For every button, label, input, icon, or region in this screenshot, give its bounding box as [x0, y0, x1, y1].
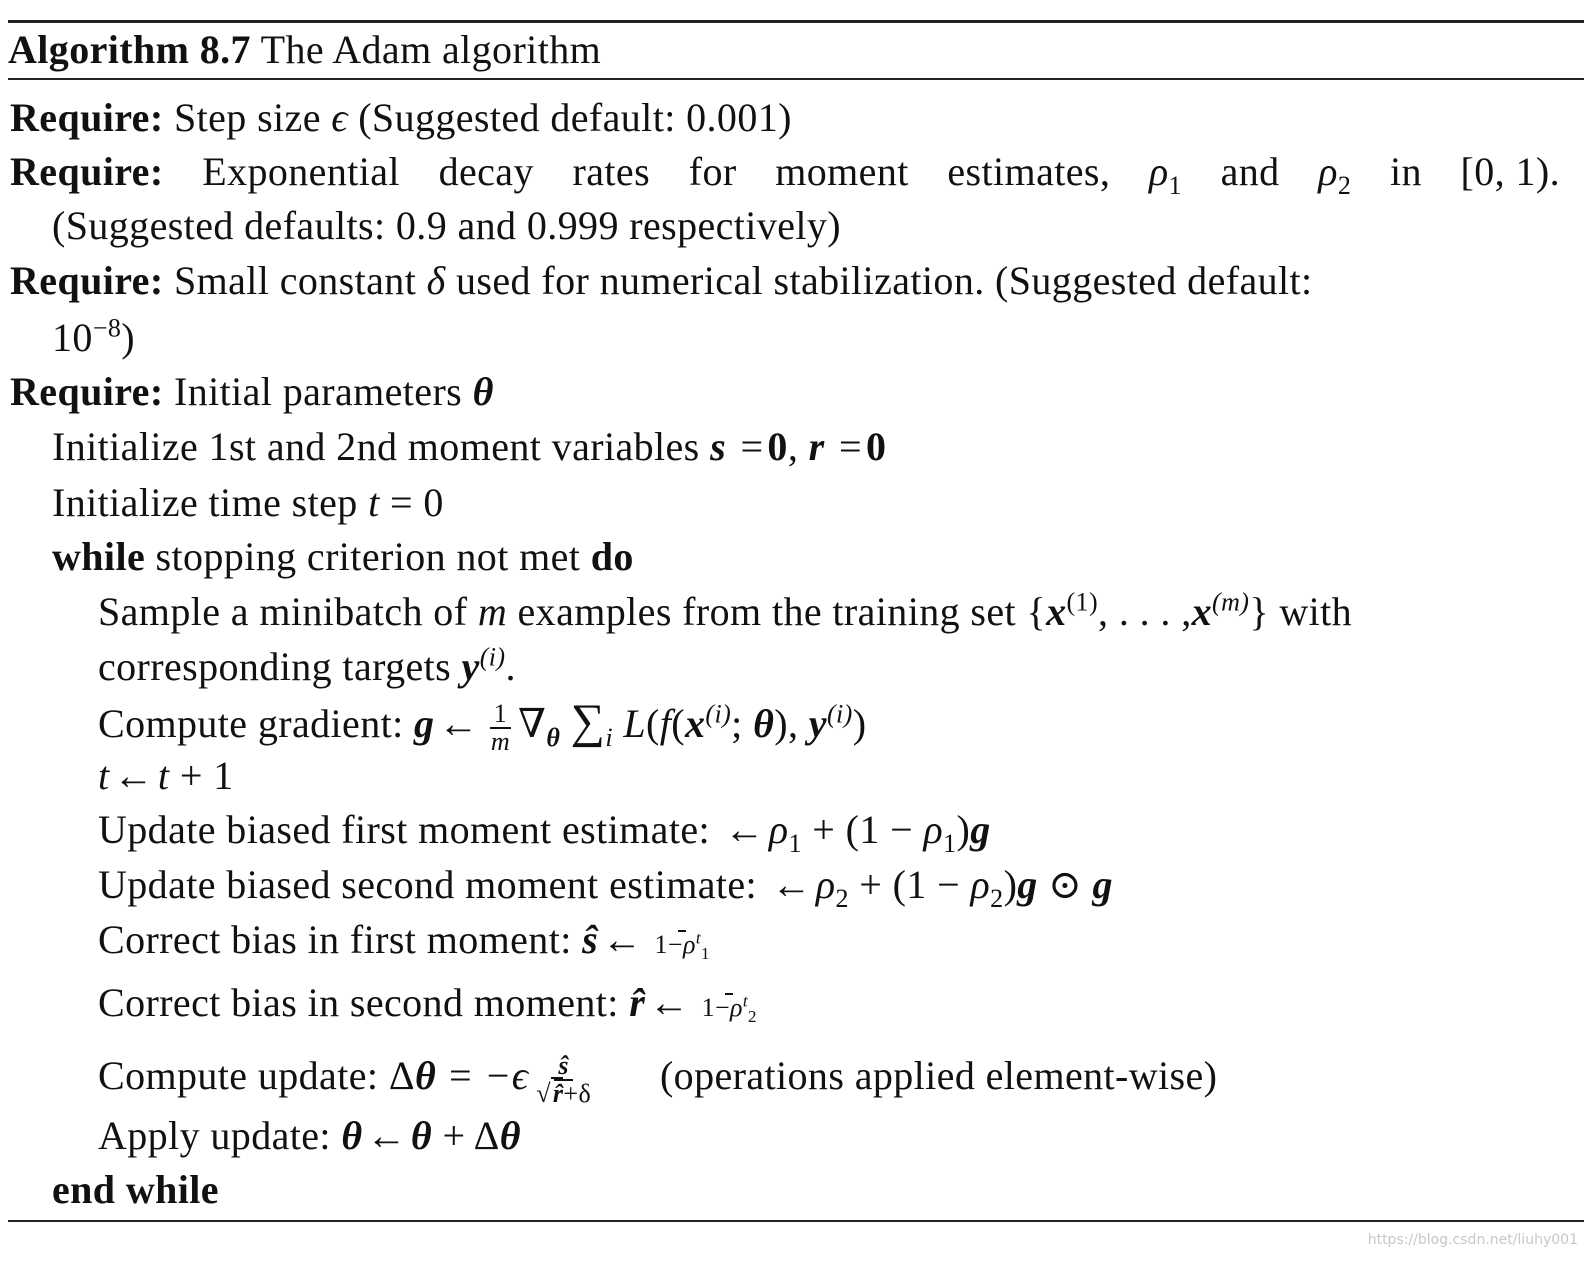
apply-update-line: [98, 1110, 521, 1162]
correct-first-text: Correct bias in first moment:: [98, 917, 572, 962]
end-while-line: [52, 1164, 219, 1216]
first-moment-line: [98, 804, 991, 856]
delta-symbol: δ: [426, 258, 446, 303]
decay-word: decay: [438, 149, 534, 194]
correct-first-line: [98, 914, 718, 966]
decay-word: for: [688, 149, 737, 194]
decay-word: rates: [572, 149, 651, 194]
params-text: Initial parameters: [173, 369, 463, 414]
gradient-expr: g ← $\frac{1}{m}$ $\nabla_\theta$ $\sum_i$ $L(f(x^{(i)}$; θ), $y^{(i)}$): [414, 695, 867, 756]
y-symbol: y: [461, 644, 480, 689]
watermark: https://blog.csdn.net/liuhy001: [1367, 1232, 1578, 1248]
sample-text: examples from the training set: [517, 589, 1017, 634]
second-moment-text: Update biased second moment estimate:: [98, 862, 758, 907]
r-symbol: r: [808, 424, 825, 469]
first-moment-expr: ← $\rho_1 + (1 - \rho_1)g$: [724, 807, 991, 858]
sample-text: with: [1279, 589, 1353, 634]
constant-text: used for numerical stabilization. (Suggested default:: [456, 258, 1313, 303]
apply-update-text: Apply update:: [98, 1113, 331, 1158]
step-size-default: (Suggested default: 0.001): [358, 95, 792, 140]
constant-exponent: −8: [92, 313, 122, 343]
time-increment-line: [98, 750, 234, 802]
i-superscript: (i): [479, 642, 506, 672]
require-step-size: [10, 92, 792, 144]
correct-second-line: [98, 977, 765, 1029]
epsilon-symbol: ϵ: [331, 95, 348, 140]
top-rule: [8, 20, 1584, 23]
targets-text: corresponding targets: [98, 644, 452, 689]
zero-vector: 0: [865, 424, 887, 469]
second-moment-expr: ← $\rho_2 + (1 - \rho_2)g$ ⊙ g: [771, 862, 1113, 913]
compute-update-text: Compute update:: [98, 1053, 379, 1098]
step-size-text: Step size: [173, 95, 321, 140]
loop-condition: stopping criterion not met: [155, 534, 581, 579]
m-symbol: m: [477, 589, 508, 634]
while-keyword: while: [52, 534, 146, 579]
init-time-text: Initialize time step: [52, 480, 358, 525]
do-keyword: do: [590, 534, 634, 579]
algorithm-label: Algorithm 8.7: [8, 27, 251, 72]
end-while-keyword: end while: [52, 1167, 219, 1212]
elementwise-note: (operations applied element-wise): [659, 1053, 1218, 1098]
theta-symbol: θ: [472, 369, 494, 414]
period: .: [505, 644, 516, 689]
decay-word: moment: [775, 149, 909, 194]
init-moments-text: Initialize 1st and 2nd moment variables: [52, 424, 700, 469]
require-constant: [10, 255, 1313, 307]
constant-close: ): [121, 315, 136, 360]
sample-text: Sample a minibatch of: [98, 589, 468, 634]
assign-arrow: ←: [113, 753, 154, 798]
decay-word: estimates,: [947, 149, 1111, 194]
decay-defaults-text: (Suggested defaults: 0.9 and 0.999 respectively): [52, 203, 842, 248]
decay-word: and: [1220, 149, 1280, 194]
constant-default: [52, 312, 135, 364]
decay-defaults: [52, 200, 841, 252]
sample-line: [98, 586, 1352, 638]
compute-update-expr: Δθ = −ϵ $\frac{ŝ}{√r̂+\delta}$: [388, 1050, 592, 1108]
plus-one: + 1: [179, 753, 234, 798]
init-time-value: = 0: [390, 480, 444, 525]
decay-word: Exponential: [202, 149, 400, 194]
require-decay-rates: [10, 146, 1560, 198]
caption-rule: [8, 78, 1584, 80]
rho2-symbol: $\rho_2$: [1318, 149, 1352, 200]
require-keyword: Require:: [10, 369, 164, 414]
t-symbol: t: [98, 753, 110, 798]
gradient-text: Compute gradient:: [98, 701, 404, 746]
init-time: [52, 477, 444, 529]
targets-line: [98, 641, 516, 693]
correct-second-text: Correct bias in second moment:: [98, 980, 619, 1025]
rho1-symbol: $\rho_1$: [1148, 149, 1182, 200]
require-keyword: Require:: [10, 95, 164, 140]
correct-second-expr: r̂ ← $1-\rho^t_2$: [629, 980, 757, 1026]
s-symbol: s: [710, 424, 727, 469]
decay-word: in: [1389, 149, 1422, 194]
init-moments: [52, 421, 886, 473]
training-set-expr: {$x^{(1)}$, . . . $,x^{(m)}$}: [1026, 587, 1269, 634]
require-params: [10, 366, 494, 418]
constant-base: 10: [52, 315, 93, 360]
zero-vector: 0: [767, 424, 788, 469]
first-moment-text: Update biased first moment estimate:: [98, 807, 711, 852]
require-keyword: Require:: [10, 149, 164, 194]
second-moment-line: [98, 859, 1113, 911]
constant-text: Small constant: [173, 258, 417, 303]
t-symbol: t: [157, 753, 170, 798]
require-keyword: Require:: [10, 258, 164, 303]
apply-update-expr: θ ← θ + Δθ: [341, 1113, 521, 1158]
compute-update-line: [98, 1050, 1217, 1107]
while-line: [52, 531, 634, 583]
equals-sign: =: [740, 424, 764, 469]
comma: ,: [787, 424, 799, 469]
algorithm-caption: [8, 24, 601, 76]
bottom-rule: [8, 1220, 1584, 1222]
decay-interval: [0, 1).: [1460, 149, 1560, 194]
algorithm-title: The Adam algorithm: [260, 27, 602, 72]
equals-sign: =: [839, 424, 862, 469]
t-symbol: t: [368, 480, 380, 525]
correct-first-expr: ŝ ← $1-\rho^t_1$: [582, 917, 710, 963]
gradient-line: [98, 696, 866, 755]
